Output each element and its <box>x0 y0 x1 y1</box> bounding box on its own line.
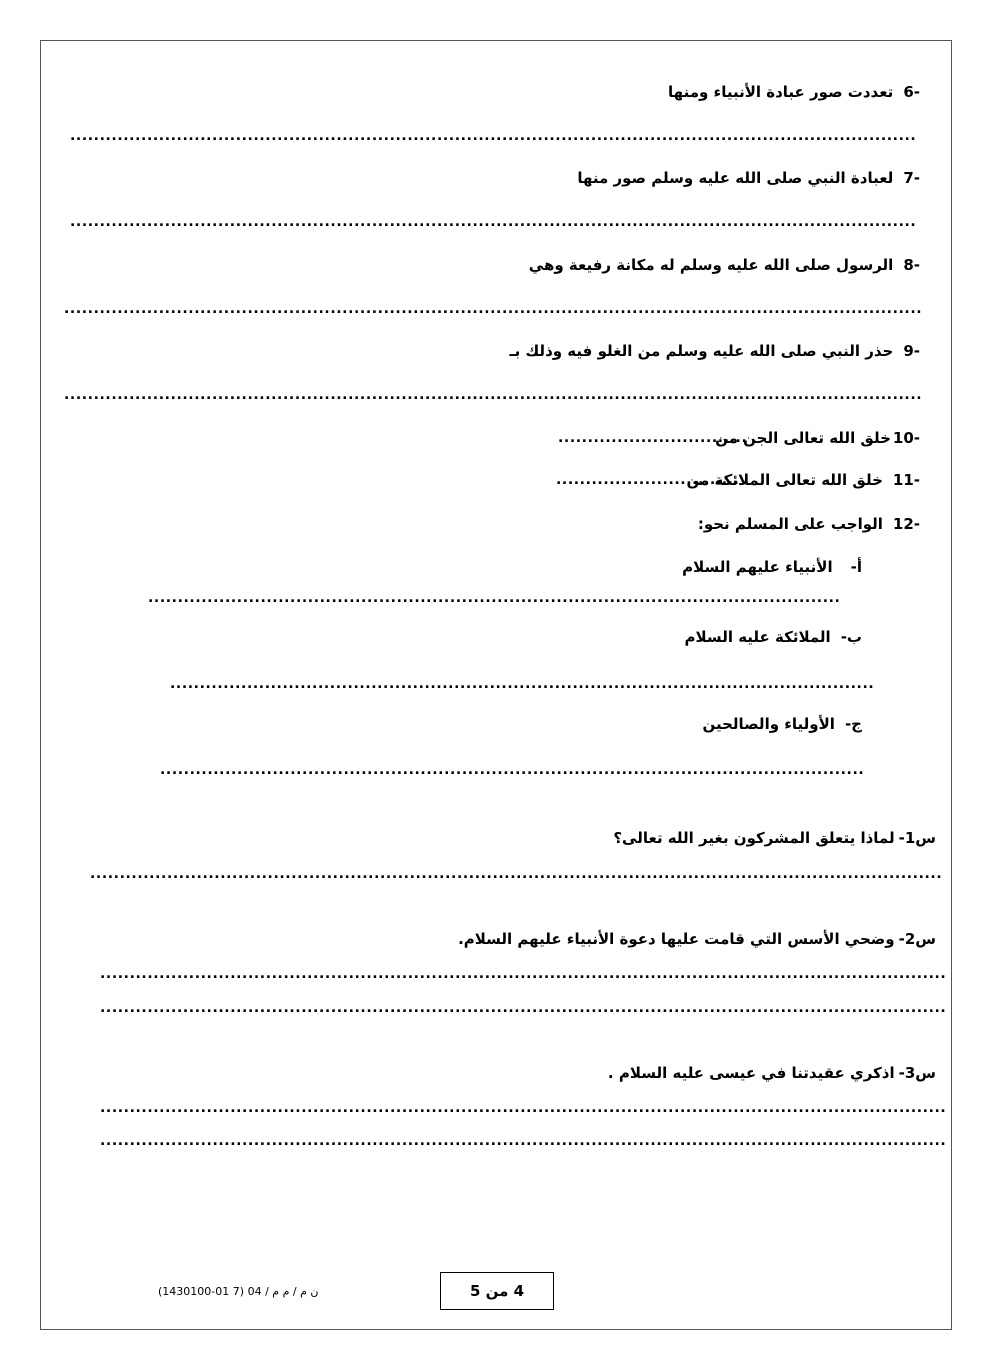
sub-item-c <box>702 714 862 734</box>
sub-item-text: الأنبياء عليهم السلام <box>682 558 833 576</box>
answer-line: ............................................................................................................................................... <box>100 1133 947 1149</box>
answer-line: ....................................................................................................................... <box>160 762 865 778</box>
question-text: خلق الله تعالى الجن من <box>715 429 891 447</box>
question-text: خلق الله تعالى الملائكة من <box>686 471 883 489</box>
answer-line: ..................................................................................................................... <box>148 590 841 606</box>
document-code: ن م / م م / 04 (7 01-1430100) <box>158 1285 319 1298</box>
sub-item-b <box>685 627 862 647</box>
essay-text: وضحي الأسس التي قامت عليها دعوة الأنبياء عليهم السلام. <box>458 930 895 948</box>
question-number: -8 <box>903 256 920 274</box>
question-text: الواجب على المسلم نحو: <box>697 515 883 533</box>
question-7 <box>577 168 920 188</box>
answer-line: ............................................................................................................................................... <box>100 966 947 982</box>
essay-question-1 <box>613 828 936 848</box>
answer-line: ............................................................................................................................................... <box>70 128 917 144</box>
answer-line: ................................................................................................................................................ <box>90 866 943 882</box>
essay-question-3 <box>608 1063 936 1083</box>
question-number: -11 <box>892 471 920 489</box>
question-number: -6 <box>903 83 920 101</box>
question-text: حذر النبي صلى الله عليه وسلم من الغلو فيه وذلك بـ <box>509 342 894 360</box>
question-text: الرسول صلى الله عليه وسلم له مكانة رفيعة وهي <box>528 256 894 274</box>
answer-line: ....................................................................................................................... <box>170 676 875 692</box>
sub-item-letter: أ- <box>850 558 862 576</box>
answer-line: ................................................................................................................................................. <box>64 387 923 403</box>
question-number: -10 <box>892 429 920 447</box>
question-number: -12 <box>892 515 920 533</box>
question-6 <box>668 82 920 102</box>
answer-line: ............................................................................................................................................... <box>100 1000 947 1016</box>
answer-line: ................................ <box>558 430 748 446</box>
question-text: لعبادة النبي صلى الله عليه وسلم صور منها <box>577 169 894 187</box>
question-8 <box>529 255 920 275</box>
sub-item-letter: ب- <box>840 628 862 646</box>
essay-question-2 <box>458 929 936 949</box>
question-number: -9 <box>903 342 920 360</box>
essay-label: س2- <box>898 930 936 948</box>
sub-item-letter: ج- <box>844 715 862 733</box>
question-9 <box>509 341 920 361</box>
essay-text: لماذا يتعلق المشركون بغير الله تعالى؟ <box>613 829 895 847</box>
answer-line: ............................................................................................................................................... <box>70 214 917 230</box>
answer-line: ............................... <box>556 472 740 488</box>
answer-line: ............................................................................................................................................... <box>100 1100 947 1116</box>
sub-item-text: الأولياء والصالحين <box>702 715 835 733</box>
page-number: 4 من 5 <box>469 1282 525 1300</box>
sub-item-text: الملائكة عليه السلام <box>684 628 831 646</box>
question-text: تعددت صور عبادة الأنبياء ومنها <box>668 83 894 101</box>
essay-text: اذكري عقيدتنا في عيسى عليه السلام . <box>607 1064 895 1082</box>
page-number-box <box>440 1272 554 1310</box>
sub-item-a <box>682 557 862 577</box>
question-number: -7 <box>903 169 920 187</box>
question-12 <box>698 514 920 534</box>
essay-label: س1- <box>898 829 936 847</box>
answer-line: ................................................................................................................................................. <box>64 301 923 317</box>
essay-label: س3- <box>898 1064 936 1082</box>
